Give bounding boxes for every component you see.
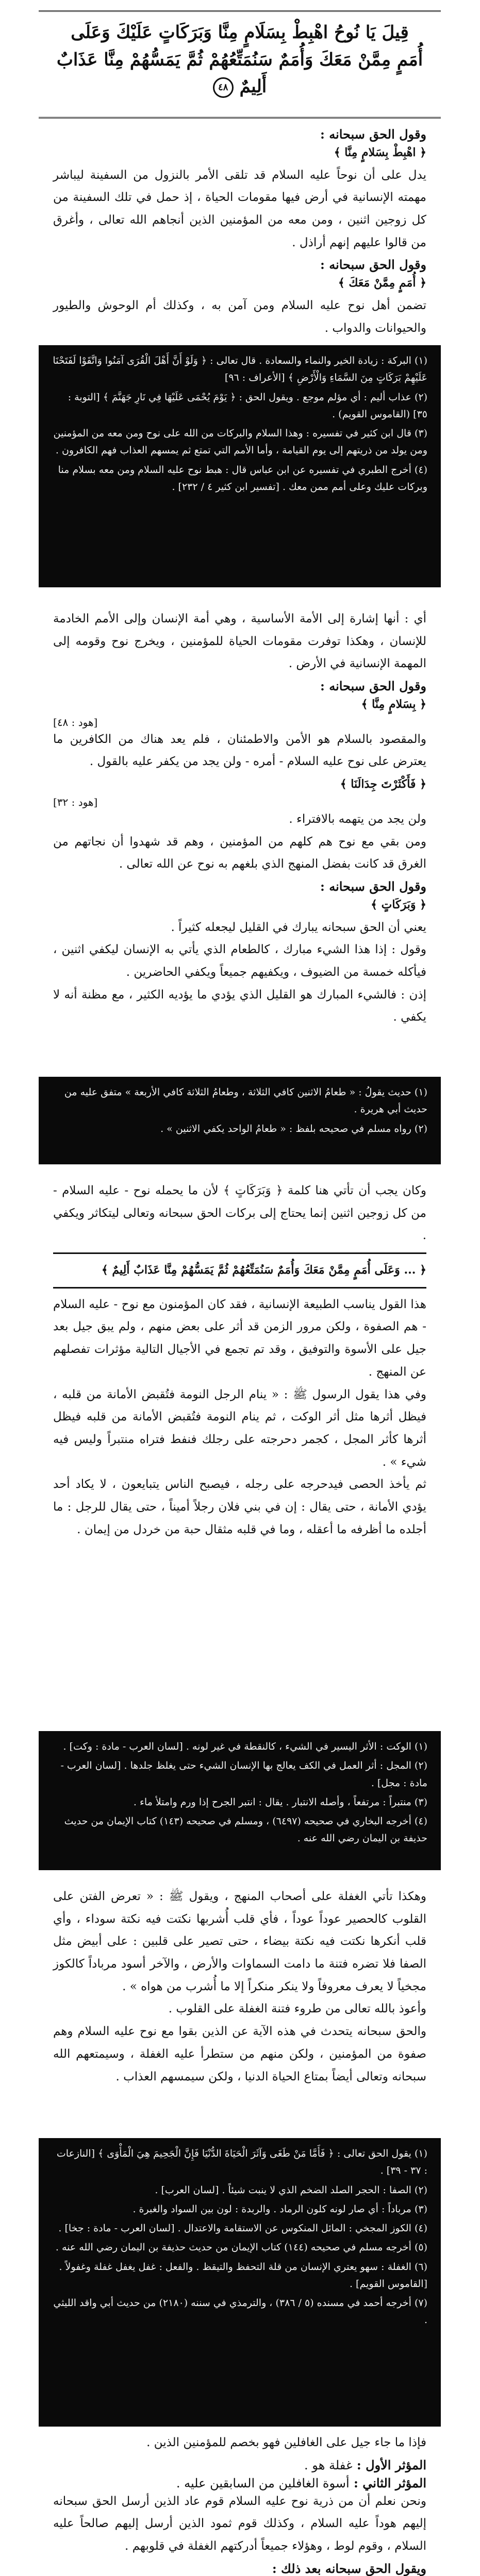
footnote: (٤) أخرجه البخاري في صحيحه (٦٤٩٧) ، ومسلم في صحيحه (١٤٣) كتاب الإيمان من حديث حذيفة بن اليمان رضي الله عنه .: [64, 1816, 427, 1844]
paragraph: وكان يجب أن تأتي هنا كلمة ﴿ وَبَرَكَاتٍ ﴾ لأن ما يحمله نوح - عليه السلام - من كل زوجين اثنين إنما يحتاج إلى بركات الحق سبحانه وتعالى ليتكاثر ويكفي .: [53, 1184, 426, 1243]
footnote-band: [39, 2138, 441, 2427]
footnote: (١) الوكت : الأثر اليسير في الشيء ، كالنقطة في غير لونه . [لسان العرب - مادة : وكت] .: [63, 1741, 427, 1752]
footnote: (٧) أخرجه أحمد في مسنده (٥ / ٣٨٦) ، والترمذي في سننه (٢١٨٠) من حديث أبي واقد الليثي .: [53, 2297, 427, 2326]
footnote-band: [39, 1077, 441, 1164]
paragraph: أي : أنها إشارة إلى الأمة الأساسية ، وهي أمة الإنسان وإلى الأمم الخادمة للإنسان ، وهكذا توفرت مقومات الحياة للمؤمنين ، ويخرج نوح وقومه إلى المهمة الإنسانية في الأرض .: [53, 612, 426, 671]
section-intro: [39, 124, 441, 340]
footnote: (١) حديث يقولُ : « طعامُ الاثنين كافي الثلاثة ، وطعامُ الثلاثة كافي الأربعة » متفق عليه من حديث أبي هريرة .: [64, 1087, 427, 1115]
paragraph: ولن يجد من يتهمه بالافتراء .: [289, 812, 426, 826]
paragraph: تضمن أهل نوح عليه السلام ومن آمن به ، وكذلك أم الوحوش والطيور والحيوانات والدواب .: [53, 299, 426, 335]
quote-line: ﴿ وَبَرَكَاتٍ ﴾: [371, 897, 426, 911]
footnote: (٢) المجل : أثر العمل في الكف يعالج بها الإنسان الشيء حتى يغلظ جلدها . [لسان العرب - مادة : مجل] .: [60, 1760, 427, 1789]
paragraph: والحق سبحانه يتحدث في هذه الآية عن الذين بقوا مع نوح عليه السلام وهم صفوة من المؤمنين ، ولكن منهم من ستطرأ عليه الغفلة ، وسيمتعهم الله سبحانه وتعالى أيضاً بمتاع الحياة الدنيا ، ولكن سيمسهم العذاب .: [53, 2025, 426, 2083]
divider: [53, 1252, 426, 1254]
paragraph: وهكذا تأتي الغفلة على أصحاب المنهج ، ويقول ﷺ : « تعرض الفتن على القلوب كالحصير عوداً عوداً ، فأي قلب أُشربها نكتت فيه نكتة سوداء ، وأي قلب أنكرها نكتت فيه نكتة بيضاء ، حتى تصير على قلبين : على أبيض مثل الصفا فلا تضره فتنة ما دامت السماوات والأرض ، والآخر أسود مرباداً كالكوز مجخياً لا يعرف معروفاً ولا ينكر منكراً إلا ما أُشرب من هواه » .: [53, 1890, 426, 1993]
footnote: (٤) الكوز المجخي : المائل المنكوس عن الاستقامة والاعتدال . [لسان العرب - مادة : جخا] .: [58, 2223, 427, 2234]
divider: [53, 1287, 426, 1289]
footnote: (١) يقول الحق تعالى : ﴿ فَأَمَّا مَنْ طَغَى وَآثَرَ الْحَيَاةَ الدُّنْيَا فَإِنَّ الْجَحِيمَ هِيَ الْمَأْوَى ﴾ [النازعات : ٣٧ - ٣٩] .: [56, 2148, 427, 2177]
footnote: (٤) أخرج الطبري في تفسيره عن ابن عباس قال : هبط نوح عليه السلام ومن معه بسلام منا وبركات عليك وعلى أمم ممن معك . [تفسير ابن كثير ٤ / ٢٣٢] .: [58, 464, 427, 493]
paragraph: وفي هذا يقول الرسول ﷺ : « ينام الرجل النومة فتُقبض الأمانة من قلبه ، فيظل أثرها مثل أثر الوكت ، ثم ينام النومة فتُقبض الأمانة من قلبه فيظل أثرها كأثر المجل ، كجمر دحرجته على رجلك فنفط فتراه منتبراً وليس فيه شيء » .: [53, 1387, 426, 1469]
paragraph: يدل على أن نوحاً عليه السلام قد تلقى الأمر بالنزول من السفينة ليباشر مهمته الإنسانية في أرض فيها مقومات الحياة ، إذ حمل في تلك السفينة من كل زوجين اثنين ، ومن معه من المؤمنين الذين أنجاهم الله تعالى ، وأغرق من قالوا عليهم إنهم أراذل .: [53, 168, 426, 249]
point-heading: المؤثر الثاني : أسوة الغافلين من السابقين عليه .: [176, 2475, 426, 2490]
paragraph: إذن : فالشيء المبارك هو القليل الذي يؤدي ما يؤديه الكثير ، مع مظنة أنه لا يكفي .: [53, 988, 426, 1024]
say-heading: وقول الحق سبحانه :: [320, 127, 426, 142]
top-verse-frame: [39, 10, 441, 118]
footnote: (٣) مرباداً : أي صار لونه كلون الرماد . والربدة : لون بين السواد والغبرة .: [133, 2203, 427, 2215]
paragraph: ونحن نعلم أن من ذرية نوح عليه السلام قوم عاد الذين أرسل الحق سبحانه إليهم هوداً عليه السلام ، وكذلك قوم ثمود الذين أرسل إليهم صالحاً عليه السلام ، وقوم لوط ، وهؤلاء جميعاً أدركتهم الغفلة في قلوبهم .: [53, 2494, 426, 2553]
paragraph: هذا القول يناسب الطبيعة الإنسانية ، فقد كان المؤمنون مع نوح - عليه السلام - هم الصفوة ، ولكن مرور الزمن قد أثر على بعض منهم ، ولم يبق جيل بعد جيل على الأسوة والتوفيق ، وقد تم تجمع في الأجيال التالية مؤثرات تفصلهم عن المنهج .: [53, 1297, 426, 1379]
footnote: (٦) الغفلة : سهو يعتري الإنسان من قلة التحفظ والتيقظ . والفعل : غفل يغفل غفلة وغفولاً . [القاموس القويم] .: [59, 2261, 427, 2290]
say-heading: وقول الحق سبحانه :: [320, 679, 426, 694]
point-heading: المؤثر الأول : غفلة هو .: [304, 2457, 426, 2472]
paragraph: والمقصود بالسلام هو الأمن والاطمئنان ، فلم يعد هناك من الكافرين ما يعترض على نوح عليه السلام - أمره - ولن يجد من يكفر عليه بالقول .: [53, 732, 426, 769]
footnote: (٢) رواه مسلم في صحيحه بلفظ : « طعامُ الواحد يكفي الاثنين » .: [160, 1123, 427, 1134]
paragraph: يعني أن الحق سبحانه يبارك في القليل ليجعله كثيراً .: [171, 920, 426, 934]
quote-line: ﴿ أُمَمٍ مِمَّنْ مَعَكَ ﴾: [338, 276, 426, 290]
footnote: (٣) منتبراً : مرتفعاً ، وأصله الانتبار . يقال : انتبر الجرح إذا ورم وامتلأ ماء .: [133, 1796, 427, 1808]
footnote: (٣) قال ابن كثير في تفسيره : وهذا السلام والبركات من الله على نوح ومن معه من المؤمنين ومن يولد من ذريتهم إلى يوم القيامة ، وأما الأمم التي تمتع ثم يمسهم العذاب فهم الكافرون .: [53, 428, 427, 456]
source-ref: [هود : ٣٢]: [53, 795, 98, 808]
verse-number-badge: ٤٨: [213, 77, 234, 98]
quote-line: ﴿ ... وَعَلَى أُمَمٍ مِمَّنْ مَعَكَ وَأُمَمٌ سَنُمَتِّعُهُمْ ثُمَّ يَمَسُّهُمْ مِنَّا عَذَابٌ أَلِيمٌ ﴾: [101, 1263, 426, 1277]
top-verse-text: قِيلَ يَا نُوحُ اهْبِطْ بِسَلَامٍ مِنَّا وَبَرَكَاتٍ عَلَيْكَ وَعَلَى أُمَمٍ مِمَّنْ مَعَكَ وَأُمَمٌ سَنُمَتِّعُهُمْ ثُمَّ يَمَسُّهُمْ مِنَّا عَذَابٌ أَلِيمٌ: [56, 22, 423, 97]
footnote: (٥) أخرجه مسلم في صحيحه (١٤٤) كتاب الإيمان من حديث حذيفة بن اليمان رضي الله عنه .: [55, 2242, 427, 2253]
paragraph: فإذا ما جاء جيل على الغافلين فهو بخصم للمؤمنين الذين .: [146, 2436, 426, 2449]
paragraph: وأعوذ بالله تعالى من طروء فتنة الغفلة على القلوب .: [168, 2002, 426, 2016]
footnote: (١) البركة : زيادة الخير والنماء والسعادة . قال تعالى : ﴿ وَلَوْ أَنَّ أَهْلَ الْقُرَى آمَنُوا وَاتَّقَوْا لَفَتَحْنَا عَلَيْهِمْ بَرَكَاتٍ مِنَ السَّمَاءِ وَالْأَرْضِ ﴾ [الأعراف : ٩٦]: [53, 355, 427, 384]
section-body-4: [39, 2432, 441, 2576]
say-heading: وقول الحق سبحانه :: [320, 878, 426, 894]
quote-line: ﴿ فَأَكْثَرْتَ جِدَالَنَا ﴾: [340, 777, 426, 791]
say-heading: وقول الحق سبحانه :: [320, 257, 426, 273]
footnote: (٢) عذاب أليم : أي مؤلم موجع . ويقول الحق : ﴿ يَوْمَ يُحْمَى عَلَيْهَا فِي نَارِ جَهَنَّمَ ﴾ [التوبة : ٣٥] (القاموس القويم) .: [68, 391, 427, 420]
say-heading: ويقول الحق سبحانه بعد ذلك :: [272, 2561, 426, 2576]
paragraph: ومن بقي مع نوح هم كلهم من المؤمنين ، وهم قد شهدوا أن نجاتهم من الغرق قد كانت بفضل المنهج الذي بلغهم به نوح عن الله تعالى .: [53, 835, 426, 871]
source-ref: [هود : ٤٨]: [53, 716, 98, 728]
top-verse: [39, 12, 441, 108]
section-body-2: [39, 1180, 441, 1726]
quote-line: ﴿ بِسَلامٍ مِنَّا ﴾: [361, 698, 426, 711]
footnote-band: [39, 1731, 441, 1870]
paragraph: وقول : إذا هذا الشيء مبارك ، كالطعام الذي يأتي به الإنسان ليكفي اثنين ، فيأكله خمسة من الضيوف ، ويكفيهم جميعاً ويكفي الحاضرين .: [53, 943, 426, 979]
section-body-3: [39, 1886, 441, 2133]
paragraph: ثم يأخذ الحصى فيدحرجه على رجله ، فيصبح الناس يتبايعون ، لا يكاد أحد يؤدي الأمانة ، حتى يقال : إن في بني فلان رجلاً أميناً ، حتى يقال للرجل : ما أجلده ما أظرفه ما أعقله ، وما في قلبه مثقال حبة من خردل من إيمان .: [53, 1478, 426, 1536]
footnote-band: [39, 345, 441, 587]
section-body-1: [39, 608, 441, 1072]
quote-line: ﴿ اهْبِطْ بِسَلامٍ مِنَّا ﴾: [334, 146, 426, 159]
footnote: (٢) الصفا : الحجر الصلد الضخم الذي لا ينبت شيئاً . [لسان العرب] .: [155, 2184, 427, 2196]
